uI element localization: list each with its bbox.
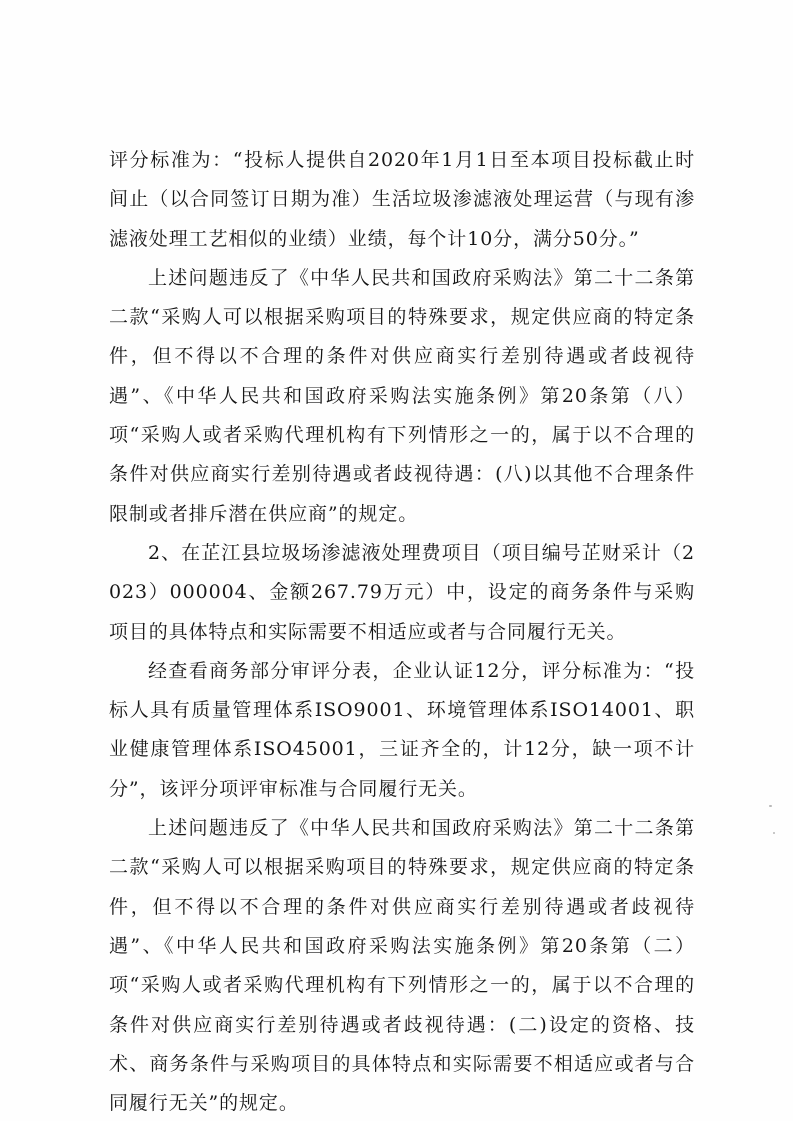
paragraph-scoring-standard: 评分标准为：“投标人提供自2020年1月1日至本项目投标截止时间止（以合同签订日期为准）生活垃圾渗滤液处理运营（与现有渗滤液处理工艺相似的业绩）业绩，每个计10分，满分50分。”: [109, 149, 695, 250]
scan-speck: [773, 832, 775, 834]
scan-speck: [769, 805, 772, 807]
paragraph-certification-scoring: 经查看商务部分审评分表，企业认证12分，评分标准为：“投标人具有质量管理体系ISO9001、环境管理体系ISO14001、职业健康管理体系ISO45001，三证齐全的，计12分，缺一项不计分”，该评分项评审标准与合同履行无关。: [109, 659, 695, 800]
paragraph-issue-2: 2、在芷江县垃圾场渗滤液处理费项目（项目编号芷财采计（2023）000004、金额267.79万元）中，设定的商务条件与采购项目的具体特点和实际需要不相适应或者与合同履行无关。: [109, 541, 695, 643]
body-text: [109, 141, 695, 1123]
paragraph-violation-clause-2: 上述问题违反了《中华人民共和国政府采购法》第二十二条第二款“采购人可以根据采购项目的特殊要求，规定供应商的特定条件，但不得以不合理的条件对供应商实行差别待遇或者歧视待遇”、《中华人民共和国政府采购法实施条例》第20条第（二）项“采购人或者采购代理机构有下列情形之一的，属于以不合理的条件对供应商实行差别待遇或者歧视待遇：(二)设定的资格、技术、商务条件与采购项目的具体特点和实际需要不相适应或者与合同履行无关”的规定。: [109, 817, 695, 1115]
paragraph-violation-clause-8: 上述问题违反了《中华人民共和国政府采购法》第二十二条第二款“采购人可以根据采购项目的特殊要求，规定供应商的特定条件，但不得以不合理的条件对供应商实行差别待遇或者歧视待遇”、《中华人民共和国政府采购法实施条例》第20条第（八）项“采购人或者采购代理机构有下列情形之一的，属于以不合理的条件对供应商实行差别待遇或者歧视待遇：(八)以其他不合理条件限制或者排斥潜在供应商”的规定。: [109, 266, 695, 525]
